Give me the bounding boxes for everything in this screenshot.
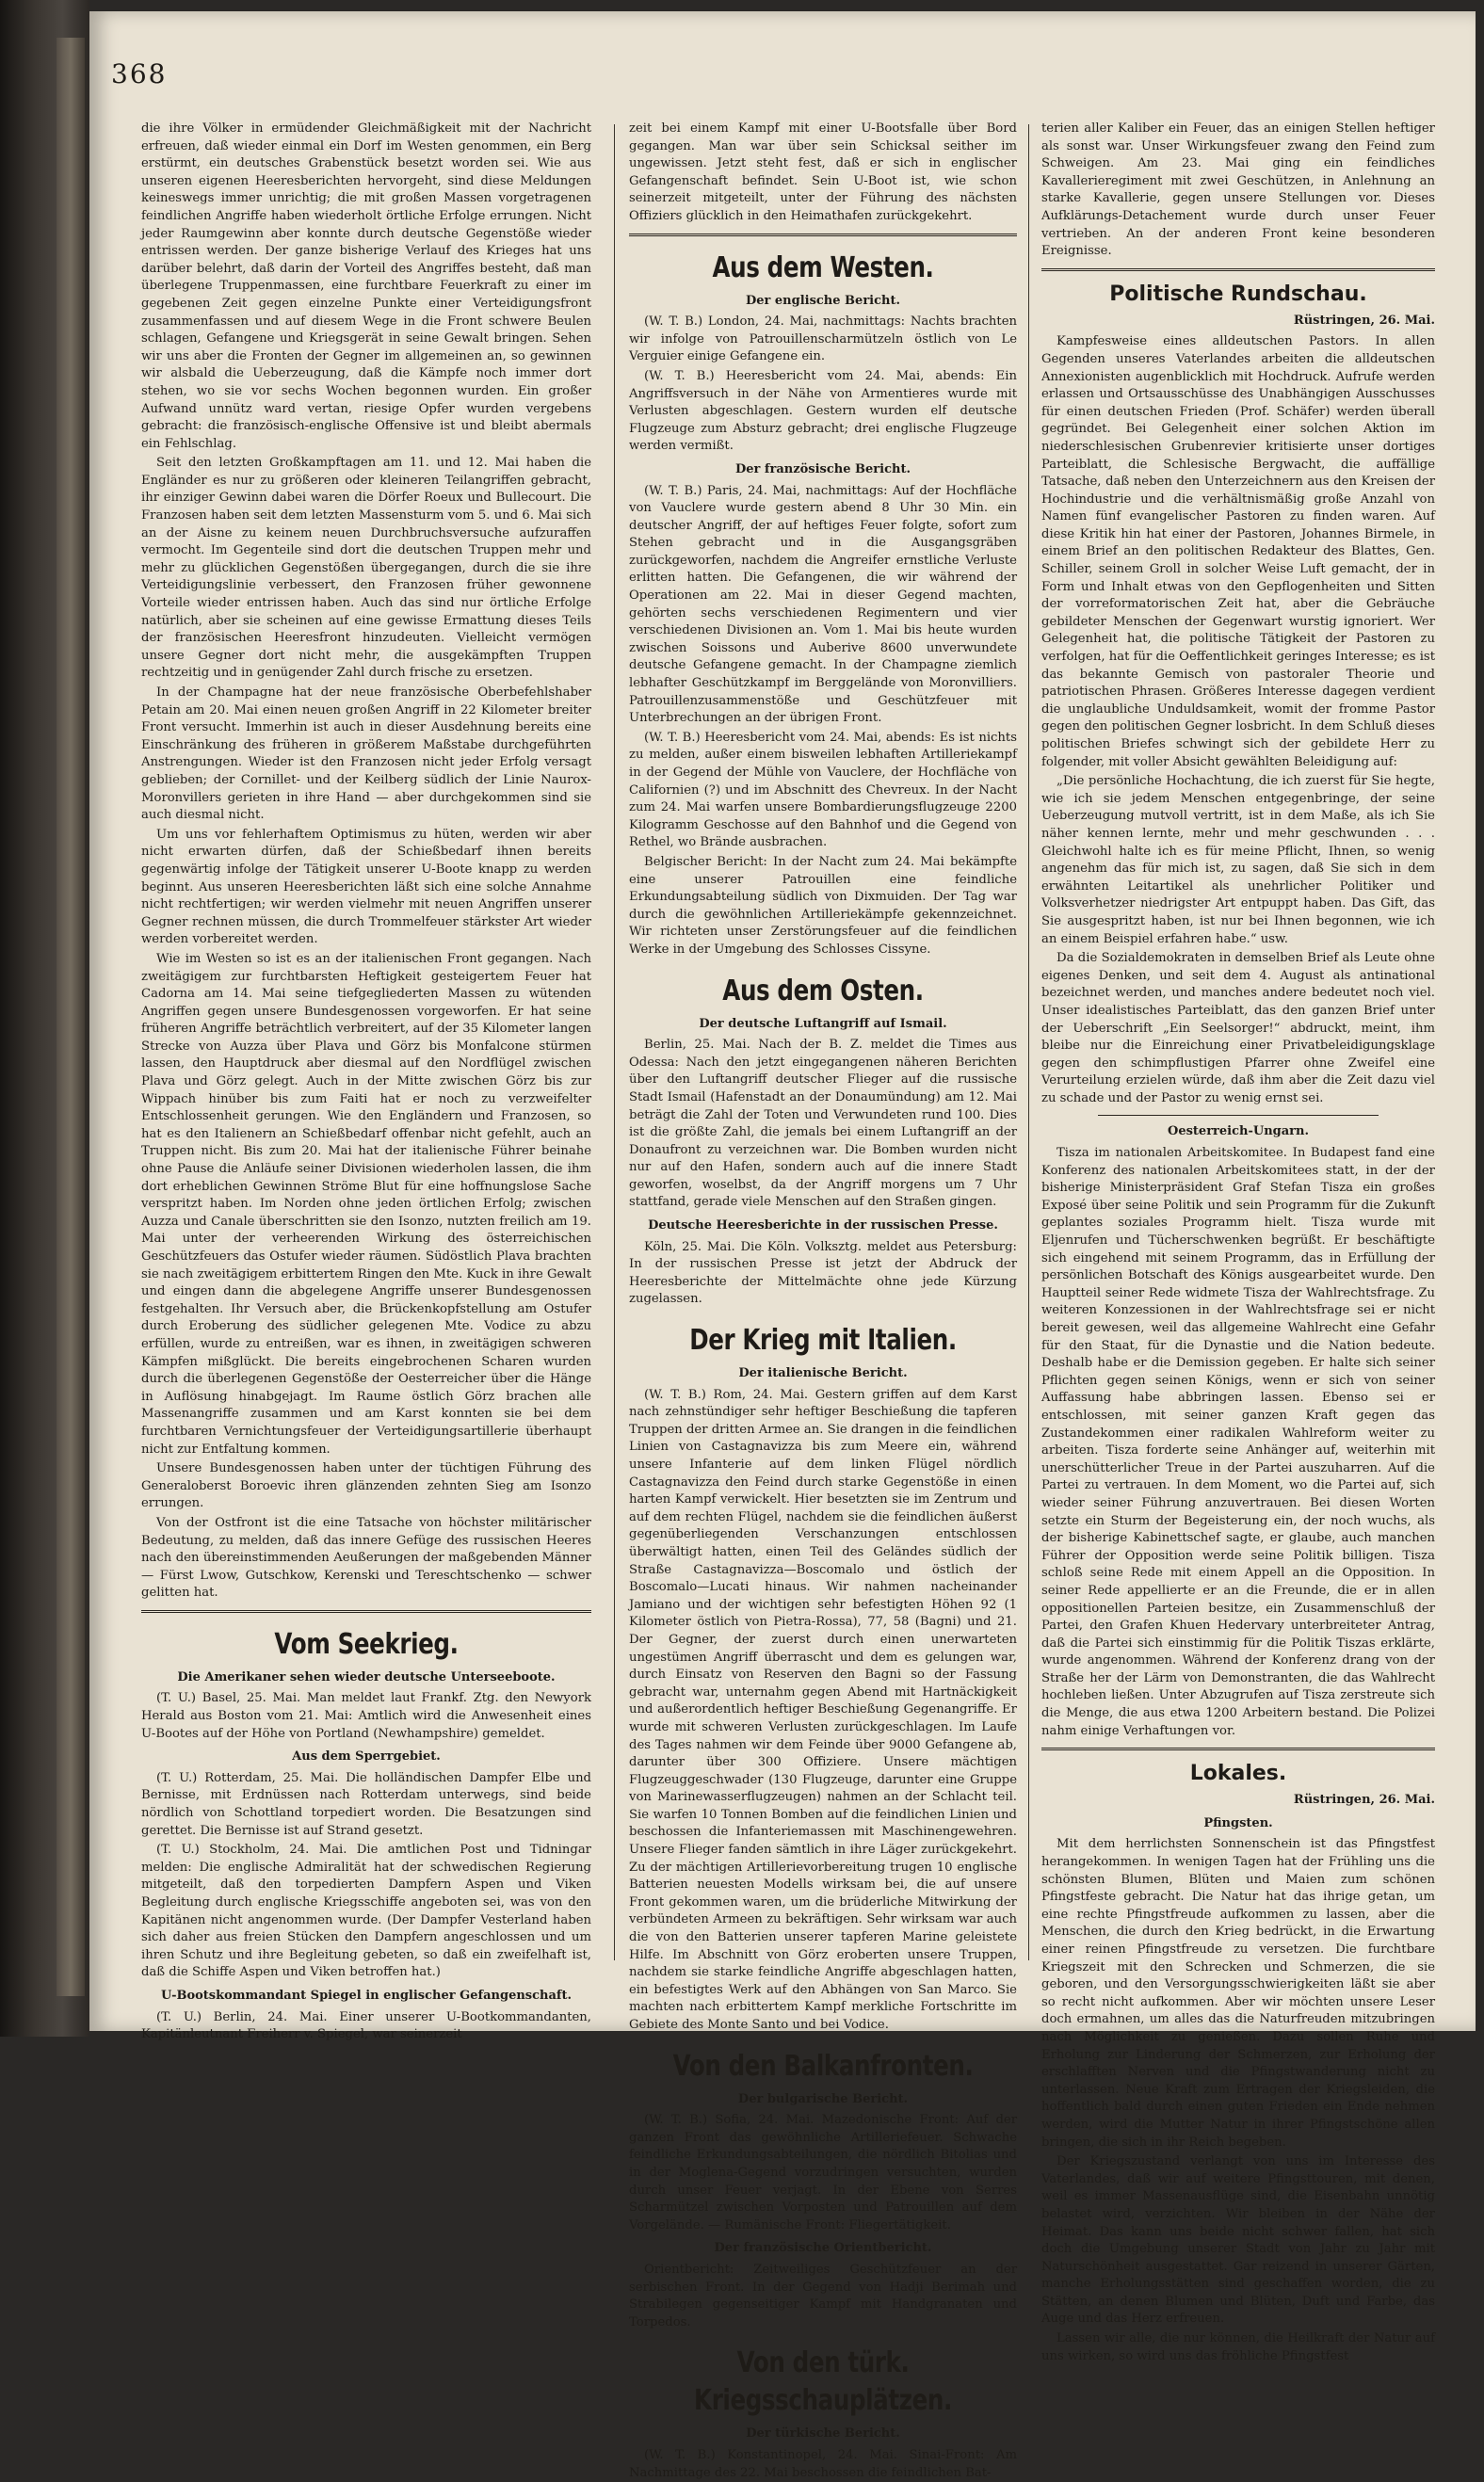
column-2 bbox=[629, 121, 1017, 2480]
column-rule bbox=[1028, 124, 1029, 1960]
subheading: Der italienische Bericht. bbox=[738, 1366, 908, 1381]
report-paragraph: (T. U.) Rotterdam, 25. Mai. Die holländischen Dampfer Elbe und Bernisse, mit Erdnüssen nach Rotterdam unterwegs, sind beide nördlich von Schottland torpediert worden. Die Besatzungen sind gerettet. Die Bernisse ist auf Strand gesetzt. bbox=[141, 1770, 591, 1838]
article-paragraph: Tisza im nationalen Arbeitskomitee. In Budapest fand eine Konferenz des nationalen Arbeitskomitees statt, in der der bisherige Ministerpräsident Graf Stefan Tisza ein großes Exposé über seine Politik und sein Programm für die Zukunft geplantes soziales Programm hielt. Tisza wurde mit Eljenrufen und Tücherschwenken begrüßt. Er beschäftigte sich eingehend mit seinem Programm, das in Erfüllung der persönlichen Botschaft des Königs ausgearbeitet wurde. Den Hauptteil seiner Rede widmete Tisza der Wahlrechtsfrage. Zu weiteren Konzessionen in der Wahlrechtsfrage sei er nicht bereit gewesen, weil das allgemeine Wahlrecht eine Gefahr für den Staat, für die Dynastie und die Nation bedeute. Deshalb habe er die Demission gegeben. Er halte sich seiner Pflichten gegen seinen Königs, wenn er sich von seiner Auffassung habe abbringen lassen. Ebenso sei er entschlossen, mit seiner ganzen Kraft gegen das Zustandekommen einer radikalen Wahlreform weiter zu arbeiten. Tisza forderte seine Anhänger auf, weiterhin mit unerschütterlicher Treue in der Partei auszuharren. Auf die Partei zu vertrauen. In dem Moment, wo die Partei auf, sich wieder seiner Führung anzuvertrauen. Bei diesen Worten setzte ein Sturm der Begeisterung ein, der noch wuchs, als der bisherige Kabinettschef sagte, er glaube, auch manchen Führer der Opposition werde seine Politik billigen. Tisza schloß seine Rede mit einem Appell an die Opposition. In seiner Rede appellierte er an die Freunde, die er in allen oppositionellen Parteien besitze, ein Zusammenschluß der Partei, den Grafen Khuen Hedervary unterbreiteter Antrag, daß die Partei sich einstimmig für die Politik Tiszas erklärte, wurde angenommen. Während der Konferenz drang von der Straße her der Lärm von Demonstranten, die das Wahlrecht hochleben ließen. Unter Abzugrufen auf Tisza zerstreute sich die Menge, die aus etwa 1200 Arbeitern bestand. Die Polizei nahm einige Verhaftungen vor. bbox=[1041, 1146, 1435, 1738]
article-paragraph: Da die Sozialdemokraten in demselben Brief als Leute ohne eigenes Denken, und seit dem 4. August als antinational bezeichnet werden, und manches andere bedeutet noch viel. Unser idealistisches Parteiblatt, das den ganzen Brief unter der Ueberschrift „Ein Seelsorger!“ abdruckt, meint, ihm bleibe nur die Einreichung einer Privatbeleidigungsklage gegen den schimpflustigen Pfarrer ohne Zweifel eine Verurteilung erzielen würde, daß ihm aber die Zeit dazu viel zu schade und der Pastor zu wenig ernst sei. bbox=[1041, 951, 1435, 1105]
article-paragraph: Kampfesweise eines alldeutschen Pastors. In allen Gegenden unseres Vaterlandes arbeiten die alldeutschen Annexionisten augenblicklich mit Hochdruck. Aufrufe werden erlassen und Ortsausschüsse des Unabhängigen Ausschusses für einen deutschen Frieden (Prof. Schäfer) werden überall gegründet. Bei Gelegenheit einer solchen Aktion im niederschlesischen Grubenrevier kritisierte unser dortiges Parteiblatt, die Schlesische Bergwacht, die auffällige Tatsache, daß neben den Unterzeichnern aus den Kreisen der Hochindustrie und die verhältnismäßig große Anzahl von Namen fünf evangelischer Pastoren zu finden waren. Auf diese Kritik hin hat einer der Pastoren, Johannes Birmele, in einem Brief an den politischen Redakteur des Blattes, Gen. Schiller, seinem Groll in solcher Weise Luft gemacht, der in Form und Inhalt etwas von den Gepflogenheiten und Sitten der vorreformatorischen Zeit hat, aber die Gebräuche gebildeter Menschen der Gegenwart wurstig ignoriert. Wer Gelegenheit hat, die politische Tätigkeit der Pastoren zu verfolgen, hat für die Oeffentlichkeit geringes Interesse; es ist das bekannte Gemisch von pastoraler Theorie und patriotischen Phrasen. Größeres Interesse dagegen verdient die unglaubliche Unduldsamkeit, womit der fromme Pastor gegen den politischen Gegner losbricht. In dem Schluß dieses politischen Briefes schwingt sich der gebildete Herr zu folgender, mit voller Absicht gewählten Beleidigung auf: bbox=[1041, 334, 1435, 769]
subheading: Pfingsten. bbox=[1203, 1815, 1273, 1830]
article-paragraph: In der Champagne hat der neue französische Oberbefehlshaber Petain am 20. Mai einen neuen großen Angriff in 22 Kilometer breiter Front versucht. Immerhin ist auch in dieser Ausdehnung bereits eine Einschränkung des früheren in größerem Maßstabe durchgeführten Anstrengungen. Wieder ist den Franzosen nicht jeder Erfolg versagt geblieben; der Cornillet- und der Keilberg südlich der Linie Naurox-Moronvillers gerieten in ihre Hand — aber durchgekommen sind sie auch diesmal nicht. bbox=[141, 685, 591, 823]
article-paragraph: Um uns vor fehlerhaftem Optimismus zu hüten, werden wir aber nicht erwarten dürfen, daß der Schießbedarf ihnen bereits gegenwärtig infolge der Tätigkeit unserer U-Boote knapp zu werden beginnt. Aus unseren Heeresberichten läßt sich eine solche Annahme nicht rechtfertigen; wir werden vielmehr mit neuen Angriffen unserer Gegner rechnen müssen, die durch Trommelfeuer stärkster Art wieder werden vorbereitet werden. bbox=[141, 827, 591, 947]
subheading: Der französische Bericht. bbox=[735, 461, 911, 476]
report-paragraph: Orientbericht: Zeitweiliges Geschützfeuer an der serbischen Front. In der Gegend von Hadji Berimah und Strabilegen gegenseitiger Kampf mit Handgranaten und Torpedos. bbox=[629, 2262, 1017, 2329]
dateline: Rüstringen, 26. Mai. bbox=[1293, 313, 1435, 328]
report-paragraph: (W. T. B.) Rom, 24. Mai. Gestern griffen auf dem Karst nach zehnstündiger sehr heftiger Beschießung die tapferen Truppen der dritten Armee an. Sie drangen in die feindlichen Linien von Castagnavizza bis zum Meere ein, während unsere Infanterie auf dem linken Flügel nördlich Castagnavizza den Feind durch starke Gegenstöße in einen harten Kampf verwickelt. Hier besetzten sie im Zentrum und auf dem rechten Flügel, nachdem sie die feindlichen äußerst gegenüberliegenden Verschanzungen entschlossen überwältigt hatten, einen Teil des Geländes südlich der Straße Castagnavizza—Boscomalo und östlich der Boscomalo—Lucati hinaus. Wir nahmen nacheinander Jamiano und der wichtigen sehr befestigten Höhen 92 (1 Kilometer östlich von Pietra-Rossa), 77, 58 (Bagni) und 21. Der Gegner, der zuerst durch einen unerwarteten ungestümen Angriff überrascht und dem es gelungen war, durch Einsatz von Reserven den Bagni so der Fassung gebracht war, unternahm gegen Abend mit Hartnäckigkeit und außerordentlich heftiger Beschießung Gegenangriffe. Er wurde mit schweren Verlusten zurückgeschlagen. Im Laufe des Tages nahmen wir dem Feinde über 9000 Gefangene ab, darunter über 300 Offiziere. Unsere mächtigen Flugzeuggeschwader (130 Flugzeuge, darunter eine Gruppe von Marinewasserflugzeugen) nahmen an der Schlacht teil. Sie warfen 10 Tonnen Bomben auf die feindlichen Linien und beschossen die Infanteriemassen mit Maschinengewehren. Unsere Flieger fanden sämtlich in ihre Läger zurückgekehrt. Zu der mächtigen Artillerievorbereitung trugen 10 englische Batterien neuesten Modells wirksam bei, die auf unsere Front gekommen waren, um die brüderliche Mitwirkung der verbündeten Armeen zu bekräftigen. Sehr wirksam war auch die von den Batterien unserer tapferen Marine geleistete Hilfe. Im Abschnitt von Görz eroberten unsere Truppen, nachdem sie starke feindliche Angriffe abgeschlagen hatten, ein befestigtes Werk auf den Abhängen von San Marco. Sie machten nach erbittertem Kampf merkliche Fortschritte im Gebiete des Monte Santo und bei Vodice. bbox=[629, 1387, 1017, 2032]
report-paragraph: (W. T. B.) Heeresbericht vom 24. Mai, abends: Ein Angriffsversuch in der Nähe von Armentieres wurde mit Verlusten abgeschlagen. Gestern wurden elf deutsche Flugzeuge zum Absturz gebracht; drei englische Flugzeuge werden vermißt. bbox=[629, 368, 1017, 454]
report-paragraph: (W. T. B.) London, 24. Mai, nachmittags: Nachts brachten wir infolge von Patrouillenscharmützeln östlich von Le Verguier einige Gefangene ein. bbox=[629, 314, 1017, 364]
article-paragraph: Der Kriegszustand verlangt von uns im Interesse des Vaterlandes, daß wir auf weitere Pfingsttouren, mit denen, weil es immer Massenausflüge sind, die Eisenbahn unnötig belastet wird, verzichten. Wir bleiben in der Nähe der Heimat. Das kann uns beide nicht schwer fallen, hat sich doch die Umgebung unserer Stadt von Jahr zu Jahr mit Naturschönheit ausgestattet. Gar reizend in unserer Gärten, manche Erholungsstätten sind geschaffen worden, die zu Stätten, an denen Blumen und Blüten, Duft und Farbe, das Auge und das Herz erfreuen. bbox=[1041, 2154, 1435, 2327]
report-paragraph: (W. T. B.) Paris, 24. Mai, nachmittags: Auf der Hochfläche von Vauclere wurde gestern abend 8 Uhr 30 Min. ein deutscher Angriff, der auf heftiges Feuer folgte, sofort zum Stehen gebracht und in die Ausgangsgräben zurückgeworfen, nachdem die Angreifer ernstliche Verluste erlitten hatten. Die Gefangenen, die wir während der Operationen am 22. Mai in dieser Gegend machten, gehörten sechs verschiedenen Regimentern und vier verschiedenen Divisionen an. Vom 1. Mai bis heute wurden zwischen Soissons und Auberive 8600 unverwundete deutsche Gefangene gemacht. In der Champagne ziemlich lebhafter Geschützkampf im Berggelände von Moronvilliers. Patrouillenzusammenstöße und Geschützfeuer mit Unterbrechungen an der übrigen Front. bbox=[629, 483, 1017, 726]
section-heading-seekrieg: Vom Seekrieg. bbox=[274, 1627, 459, 1661]
subheading: Der bulgarische Bericht. bbox=[737, 2091, 909, 2106]
page-number: 368 bbox=[111, 58, 168, 89]
column-1 bbox=[141, 121, 591, 2042]
section-heading-osten: Aus dem Osten. bbox=[722, 974, 924, 1007]
section-divider bbox=[1041, 268, 1435, 271]
section-divider bbox=[141, 1610, 591, 1613]
article-paragraph: Seit den letzten Großkampftagen am 11. und 12. Mai haben die Engländer es nur zu größeren oder kleineren Teilangriffen gebracht, ihr einziger Gewinn dabei waren die Dörfer Roeux und Bullecourt. Die Franzosen haben seit dem letzten Massensturm vom 5. und 6. Mai sich an der Aisne zu keinem neuen Durchbruchsversuche aufzuraffen vermocht. Im Gegenteile sind dort die deutschen Truppen mehr und mehr zu glücklichen Gegenstößen übergegangen, durch die sie ihre Verteidigungslinie verbessert, den Franzosen früher gewonnene Vorteile wieder entrissen haben. Auch das sind nur örtliche Erfolge natürlich, aber sie scheinen auf eine gewisse Ermattung dieses Teils der französischen Heeresfront hinzudeuten. Vielleicht vermögen unsere Gegner dort nicht mehr, die ausgekämpften Truppen rechtzeitig und in genügender Zahl durch frische zu ersetzen. bbox=[141, 456, 591, 681]
quote-paragraph: „Die persönliche Hochachtung, die ich zuerst für Sie hegte, wie ich sie jedem Menschen entgegenbringe, der seine Ueberzeugung mutvoll vertritt, ist in dem Maße, als ich Sie näher kennen lernte, mehr und mehr geschwunden . . . Gleichwohl halte ich es für meine Pflicht, Ihnen, so wenig angenehm das für mich ist, zu sagen, daß Sie sich in dem erwähnten Leitartikel als unehrlicher Politiker und Volksverhetzer niedrigster Art entpuppt haben. Das Gift, das Sie ausgespritzt haben, ist nur bei Ihnen begonnen, wie ich an einem Beispiel erfahren habe.“ usw. bbox=[1041, 774, 1435, 946]
column-3 bbox=[1041, 121, 1435, 2363]
report-paragraph: (W. T. B.) Konstantinopel, 24. Mai. Sinai-Front: Am Nachmittage des 22. Mai beschossen die feindlichen Bat- bbox=[629, 2447, 1017, 2480]
article-paragraph: terien aller Kaliber ein Feuer, das an einigen Stellen heftiger als sonst war. Unser Wirkungsfeuer zwang den Feind zum Schweigen. Am 23. Mai ging ein feindliches Kavallerieregiment mit zwei Geschützen, in Anlehnung an starke Kavallerie, gegen unsere Stellungen vor. Dieses Aufklärungs-Detachement wurde durch unser Feuer vertrieben. An der anderen Front keine besonderen Ereignisse. bbox=[1041, 121, 1435, 259]
column-rule bbox=[614, 124, 615, 1960]
article-paragraph: zeit bei einem Kampf mit einer U-Bootsfalle über Bord gegangen. Man war über sein Schicksal seither im ungewissen. Jetzt steht fest, daß er sich in englischer Gefangenschaft befindet. Sein U-Boot ist, wie schon seinerzeit mitgeteilt, unter der Führung des nächsten Offiziers glücklich in den Heimathafen zurückgekehrt. bbox=[629, 121, 1017, 223]
subheading: Der französische Orientbericht. bbox=[714, 2241, 932, 2256]
report-paragraph: (T. U.) Basel, 25. Mai. Man meldet laut Frankf. Ztg. den Newyork Herald aus Boston vom 21. Mai: Amtlich wird die Anwesenheit eines U-Bootes auf der Höhe von Portland (Newhampshire) gemeldet. bbox=[141, 1691, 591, 1741]
section-heading-politik: Politische Rundschau. bbox=[1109, 282, 1367, 306]
section-divider bbox=[1041, 1748, 1435, 1750]
article-paragraph: Mit dem herrlichsten Sonnenschein ist das Pfingstfest herangekommen. In wenigen Tagen hat der Frühling uns die schönsten Blumen, Blüten und Maien zum schönen Pfingstfeste gebracht. Die Natur hat das ihrige getan, um eine rechte Pfingstfreude aufkommen zu lassen, aber die Menschen, die durch den Krieg bedrückt, in die Erwartung einer reinen Pfingstfreude zu versetzen. Die furchtbare Kriegszeit mit den Schrecken und Schmerzen, die sie geboren, und den Versorgungsschwierigkeiten läßt sie aber so recht nicht aufkommen. Aber wir möchten unsere Leser doch ermahnen, um alles das die Naturfreuden mitzubringen nach Möglichkeit zu genießen. Dazu sollen Ruhe und Erholung zur Linderung der Schmerzen, zur Erholung der erschlafften Nerven und die Pfingstwanderung nicht zu unterlassen. Neue Kraft zum Ertragen der Kriegsleiden, die hoffentlich bald durch einen guten Frieden ein Ende nehmen werden, wird die Mutter Natur in ihrer Pfingstschöne allen bringen, die sich in ihr Reich begeben. bbox=[1041, 1837, 1435, 2150]
article-paragraph: Lassen wir alle, die nur können, die Heilkraft der Natur auf uns wirken, so wird uns das fröhliche Pfingstfest bbox=[1041, 2331, 1435, 2363]
subheading: U-Bootskommandant Spiegel in englischer Gefangenschaft. bbox=[160, 1988, 573, 2003]
section-divider bbox=[629, 234, 1017, 236]
report-paragraph: Köln, 25. Mai. Die Köln. Volksztg. meldet aus Petersburg: In der russischen Presse ist jetzt der Abdruck der Heeresberichte der Mittelmächte ohne jede Kürzung zugelassen. bbox=[629, 1239, 1017, 1307]
subheading: Deutsche Heeresberichte in der russischen Presse. bbox=[648, 1218, 998, 1233]
book-spine bbox=[56, 38, 85, 1996]
report-paragraph: (W. T. B.) Heeresbericht vom 24. Mai, abends: Es ist nichts zu melden, außer einem bisweilen lebhaften Artilleriekampf in der Gegend der Mühle von Vauclere, der Hochfläche von Californien (?) und im Abschnitt des Chevreux. In der Nacht zum 24. Mai warfen unsere Bombardierungsflugzeuge 2200 Kilogramm Geschosse auf den Bahnhof und die Gegend von Rethel, wo Brände ausbrachen. bbox=[629, 730, 1017, 850]
report-paragraph: Belgischer Bericht: In der Nacht zum 24. Mai bekämpfte eine unserer Patrouillen eine feindliche Erkundungsabteilung südlich von Dixmuiden. Der Tag war durch die gewöhnlichen Artilleriekämpfe gekennzeichnet. Wir richteten unser Zerstörungsfeuer auf die feindlichen Werke in der Umgebung des Schlosses Cissyne. bbox=[629, 854, 1017, 957]
subheading: Der deutsche Luftangriff auf Ismail. bbox=[699, 1016, 947, 1031]
subheading-oesterreich: Oesterreich-Ungarn. bbox=[1168, 1124, 1309, 1139]
section-heading-lokales: Lokales. bbox=[1189, 1762, 1287, 1786]
article-paragraph: Unsere Bundesgenossen haben unter der tüchtigen Führung des Generaloberst Boroevic ihren glänzenden zehnten Sieg am Isonzo errungen. bbox=[141, 1461, 591, 1511]
section-heading-italien: Der Krieg mit Italien. bbox=[689, 1324, 957, 1358]
subheading: Die Amerikaner sehen wieder deutsche Unterseeboote. bbox=[177, 1669, 556, 1684]
section-heading-westen: Aus dem Westen. bbox=[712, 250, 934, 284]
report-paragraph: Berlin, 25. Mai. Nach der B. Z. meldet die Times aus Odessa: Nach den jetzt eingegangenen näheren Berichten über den Luftangriff deutscher Flieger auf die russische Stadt Ismail (Hafenstadt an der Donaumündung) am 12. Mai beträgt die Zahl der Toten und Verwundeten rund 100. Dies ist die größte Zahl, die jemals bei einem Luftangriff an der Donaufront zu verzeichnen war. Die Bomben wurden nicht nur auf den Hafen, sondern auch auf die innere Stadt geworfen, woselbst, da der Angriff morgens um 7 Uhr stattfand, gerade viele Menschen auf den Straßen gingen. bbox=[629, 1038, 1017, 1210]
subheading: Der englische Bericht. bbox=[745, 293, 901, 308]
article-paragraph: Von der Ostfront ist die eine Tatsache von höchster militärischer Bedeutung, zu melden, daß das innere Gefüge des russischen Heeres nach den übereinstimmenden Aeußerungen der maßgebenden Männer — Fürst Lwow, Gutschkow, Kerenski und Tereschtschenko — schwer gelitten hat. bbox=[141, 1515, 591, 1601]
report-paragraph: (T. U.) Stockholm, 24. Mai. Die amtlichen Post und Tidningar melden: Die englische Admiralität hat der schwedischen Regierung mitgeteilt, daß den torpedierten Dampfern Aspen und Viken Begleitung durch englische Kriegsschiffe angeboten sei, was von den Kapitänen nicht angenommen wurde. (Der Dampfer Vesterland haben sich daher aus freien Stücken den Dampfern angeschlossen und um ihren Schutz und ihre Begleitung gebeten, so daß ein zweifelhaft ist, daß die Schiffe Aspen und Viken betroffen hat.) bbox=[141, 1843, 591, 1980]
report-paragraph: (T. U.) Berlin, 24. Mai. Einer unserer U-Bootkommandanten, Kapitänleutnant Freiherr v. Spiegel, war seinerzeit bbox=[141, 2009, 591, 2042]
article-paragraph: Wie im Westen so ist es an der italienischen Front gegangen. Nach zweitägigem zur furchtbarsten Heftigkeit gesteigertem Feuer hat Cadorna am 14. Mai seine tiefgegliederten Massen zu wütenden Angriffen gegen unsere Bundesgenossen vorgeworfen. Er hat seine früheren Angriffe beträchtlich verbreitert, auf der 35 Kilometer langen Strecke von Auzza über Plava und Görz bis Monfalcone stürmen lassen, den Hauptdruck aber diesmal auf den Nordflügel zwischen Plava und Görz gelegt. Auch in der Mitte zwischen Görz bis zur Wippach hinüber bis zum Faiti hat er noch zu verzweifelter Entschlossenheit gerungen. Wie den Engländern und Franzosen, so hat es den Italienern an Schießbedarf offenbar nicht gefehlt, auch an Truppen nicht. Bis zum 20. Mai hat der italienische Führer beinahe ohne Pause die Anläufe seiner Divisionen wiederholen lassen, die ihm dort erheblichen Gewinnen Ströme Blut für eine hoffnungslose Sache verspritzt haben. Im Norden ohne jeden örtlichen Erfolg; zwischen Auzza und Canale überschritten sie den Isonzo, nutzten freilich am 19. Mai unter der verheerenden Wirkung des österreichischen Geschützfeuers das Ostufer wieder räumen. Südöstlich Plava brachten sie nach zweitägigem erbittertem Ringen den Mte. Kuck in ihre Gewalt und eingen dann die abgelegene Angriffe unserer Bundesgenossen festgehalten. Ihr Versuch aber, die Brückenkopfstellung am Ostufer durch Eroberung des südlicher gelegenen Mte. Vodice zu abzu erfüllen, wurde zu entreißen, war es ihnen, in zweitägigen schweren Kämpfen mißglückt. Die bereits eingebrochenen Scharen wurden durch die überlegenen Gegenstöße der Oesterreicher über die Hänge in Auflösung hinabgejagt. Im Raume östlich Görz brachen alle Massenangriffe zusammen und am Karst konnten sie bei dem furchtbaren Vernichtungsfeuer der Verteidigungsartillerie überhaupt nicht zur Entfaltung kommen. bbox=[141, 951, 591, 1457]
section-heading-tuerkei: Von den türk. Kriegsschauplätzen. bbox=[694, 2346, 952, 2418]
article-paragraph: die ihre Völker in ermüdender Gleichmäßigkeit mit der Nachricht erfreuen, daß wieder einmal ein Dorf im Westen genommen, ein Berg erstürmt, ein deutsches Grabenstück besetzt worden sei. Wie aus unseren eigenen Heeresberichten hervorgeht, sind diese Meldungen keineswegs immer unrichtig; die mit großen Massen vorgetragenen feindlichen Angriffe haben wiederholt örtliche Erfolge errungen. Nicht jeder Raumgewinn aber konnte durch deutsche Gegenstöße wieder entrissen werden. Der ganze bisherige Verlauf des Krieges hat uns darüber belehrt, daß darin der Vorteil des Angriffes besteht, daß man überlegene Truppenmassen, eine furchtbare Feuerkraft zu einer im gegebenen Zeit gegen einzelne Punkte einer Verteidigungsfront zusammenfassen und auf diesem Wege in die Front schwere Beulen schlagen, Gefangene und Kriegsgerät in seine Gewalt bringen. Sehen wir uns aber die Fronten der Gegner im allgemeinen an, so gewinnen wir alsbald die Ueberzeugung, daß die Kämpfe noch immer dort stehen, wo sie vor sechs Wochen begonnen wurden. Ein großer Aufwand unnütz ward vertan, riesige Opfer wurden vergebens gebracht: die französisch-englische Offensive ist und bleibt abermals ein Fehlschlag. bbox=[141, 121, 591, 451]
section-heading-balkan: Von den Balkanfronten. bbox=[672, 2049, 974, 2083]
dateline: Rüstringen, 26. Mai. bbox=[1293, 1793, 1435, 1808]
section-divider bbox=[1098, 1115, 1379, 1116]
report-paragraph: (W. T. B.) Sofia, 24. Mai. Mazedonische Front: Auf der ganzen Front das gewöhnliche Artilleriefeuer. Schwache feindliche Erkundungsabteilungen, die nördlich Bitolias und in der Moglena-Gegend vorzudringen versuchten, wurden durch unser Feuer verjagt. In der Ebene von Serres Scharmützel zwischen Vorposten und Patrouillen auf dem Vorgelände. — Rumänische Front: Fliegertätigkeit. bbox=[629, 2113, 1017, 2232]
subheading: Der türkische Bericht. bbox=[746, 2426, 900, 2442]
subheading: Aus dem Sperrgebiet. bbox=[292, 1749, 441, 1765]
